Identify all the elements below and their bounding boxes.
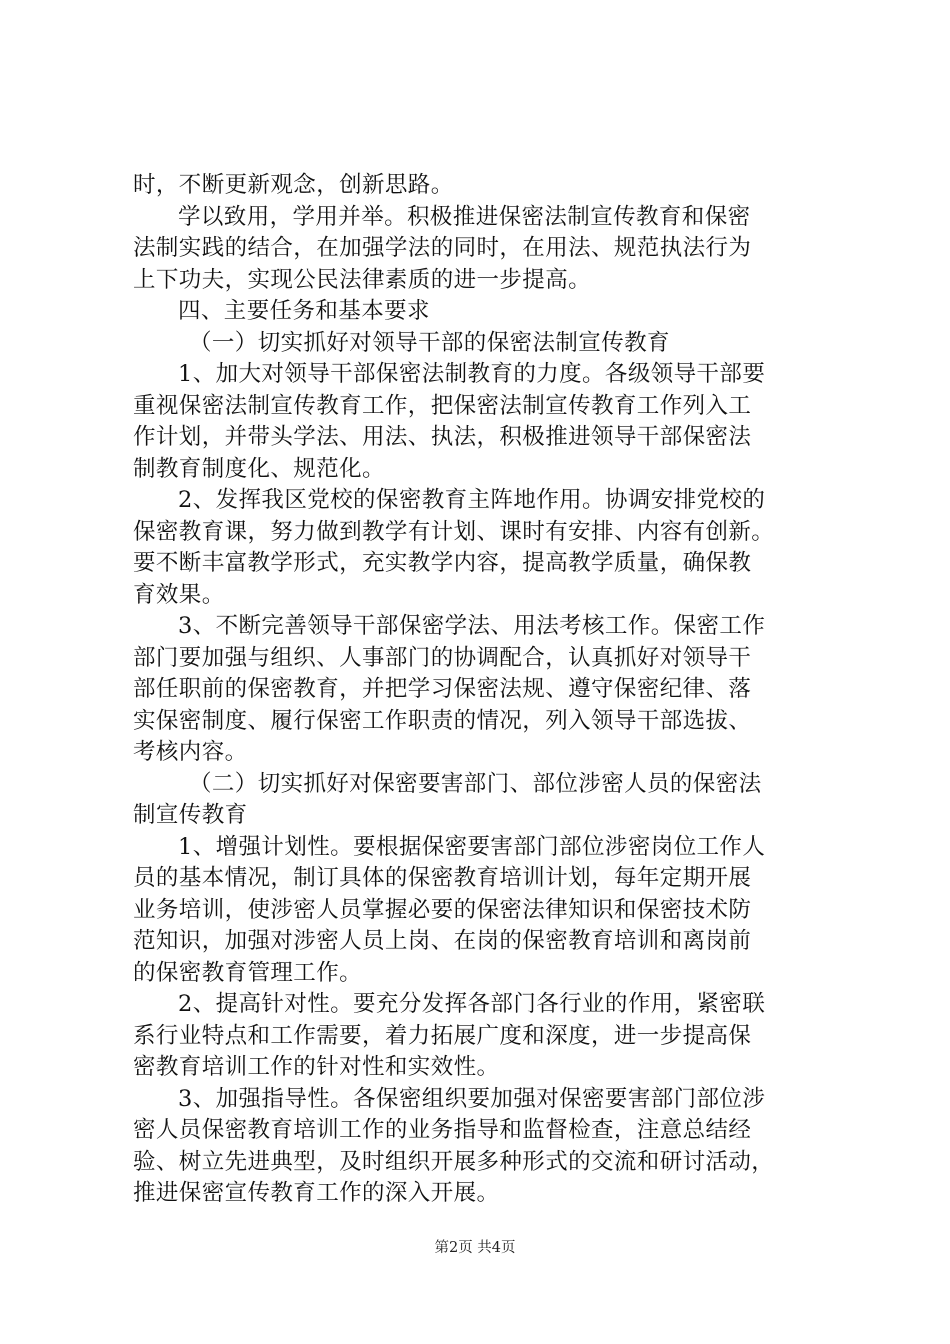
text-line: 保密教育课，努力做到教学有计划、课时有安排、内容有创新。 (133, 518, 775, 545)
text-line: 制教育制度化、规范化。 (133, 455, 385, 482)
text-line: 系行业特点和工作需要，着力拓展广度和深度，进一步提高保 (133, 1022, 752, 1049)
text-line: 法制实践的结合，在加强学法的同时，在用法、规范执法行为 (133, 235, 752, 261)
text-line: 制宣传教育 (133, 802, 248, 828)
text-line: 员的基本情况，制订具体的保密教育培训计划，每年定期开展 (133, 865, 752, 891)
subsection-heading: （一）切实抓好对领导干部的保密法制宣传教育 (189, 329, 670, 356)
text-line: 时，不断更新观念，创新思路。 (133, 172, 454, 198)
paragraph-start-line: 1、增强计划性。要根据保密要害部门部位涉密岗位工作人 (178, 833, 766, 860)
text-line: 实保密制度、履行保密工作职责的情况，列入领导干部选拔、 (133, 707, 752, 734)
text-line: 上下功夫，实现公民法律素质的进一步提高。 (133, 266, 592, 293)
text-line: 的保密教育管理工作。 (133, 959, 363, 986)
text-line: 部门要加强与组织、人事部门的协调配合，认真抓好对领导干 (133, 644, 752, 671)
text-line: 重视保密法制宣传教育工作，把保密法制宣传教育工作列入工 (133, 392, 752, 419)
text-line: 范知识，加强对涉密人员上岗、在岗的保密教育培训和离岗前 (133, 928, 752, 954)
paragraph-start-line: 2、发挥我区党校的保密教育主阵地作用。协调安排党校的 (178, 487, 766, 513)
text-line: 作计划，并带头学法、用法、执法，积极推进领导干部保密法 (133, 424, 752, 450)
paragraph-start-line: 2、提高针对性。要充分发挥各部门各行业的作用，紧密联 (178, 991, 766, 1017)
page-footer: 第2页 共4页 (434, 1240, 516, 1256)
text-line: 育效果。 (133, 581, 225, 608)
section-heading: 四、主要任务和基本要求 (178, 298, 430, 324)
subsection-heading: （二）切实抓好对保密要害部门、部位涉密人员的保密法 (189, 770, 762, 797)
text-line: 部任职前的保密教育，并把学习保密法规、遵守保密纪律、落 (133, 676, 752, 702)
text-line: 验、树立先进典型，及时组织开展多种形式的交流和研讨活动， (133, 1148, 775, 1175)
body-text (133, 170, 833, 1210)
text-line: 要不断丰富教学形式，充实教学内容，提高教学质量，确保教 (133, 550, 752, 576)
paragraph-start-line: 3、加强指导性。各保密组织要加强对保密要害部门部位涉 (178, 1085, 766, 1112)
text-line: 密人员保密教育培训工作的业务指导和监督检查，注意总结经 (133, 1117, 752, 1143)
text-line: 推进保密宣传教育工作的深入开展。 (133, 1180, 500, 1206)
paragraph-start-line: 1、加大对领导干部保密法制教育的力度。各级领导干部要 (178, 361, 766, 387)
paragraph-start-line: 3、不断完善领导干部保密学法、用法考核工作。保密工作 (178, 613, 766, 639)
text-line: 密教育培训工作的针对性和实效性。 (133, 1054, 500, 1080)
text-line: 考核内容。 (133, 739, 248, 765)
text-line: 业务培训，使涉密人员掌握必要的保密法律知识和保密技术防 (133, 896, 752, 923)
paragraph-start-line: 学以致用，学用并举。积极推进保密法制宣传教育和保密 (178, 203, 751, 230)
